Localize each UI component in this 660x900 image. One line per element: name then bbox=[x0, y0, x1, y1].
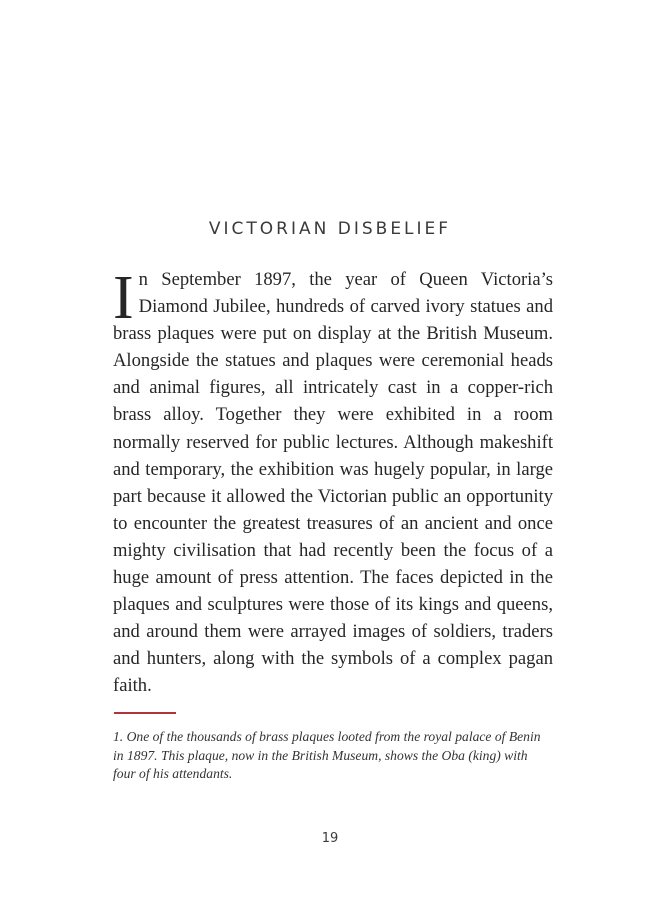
body-text: n September 1897, the year of Queen Victoria’s Diamond Jubilee, hundreds of carved ivory statues and brass plaques were put on display at the British Museum. Alongside the statues and plaques were ceremonial heads and animal figures, all intricately cast in a copper-rich brass alloy. Together they were exhibited in a room normally reserved for public lectures. Although makeshift and temporary, the exhibition was hugely popular, in large part because it allowed the Victorian public an opportunity to encounter the greatest treasures of an ancient and once mighty civilisation that had recently been the focus of a huge amount of press attention. The faces depicted in the plaques and sculptures were those of its kings and queens, and around them were arrayed images of soldiers, traders and hunters, along with the symbols of a complex pagan faith. bbox=[113, 269, 553, 697]
body-paragraph bbox=[113, 266, 553, 700]
page-number: 19 bbox=[321, 831, 339, 846]
chapter-title: VICTORIAN DISBELIEF bbox=[208, 219, 452, 239]
caption-divider bbox=[114, 712, 176, 714]
drop-cap: I bbox=[113, 264, 134, 332]
figure-caption: 1. One of the thousands of brass plaques looted from the royal palace of Benin in 1897. This plaque, now in the British Museum, shows the Oba (king) with four of his attendants. bbox=[113, 729, 541, 782]
